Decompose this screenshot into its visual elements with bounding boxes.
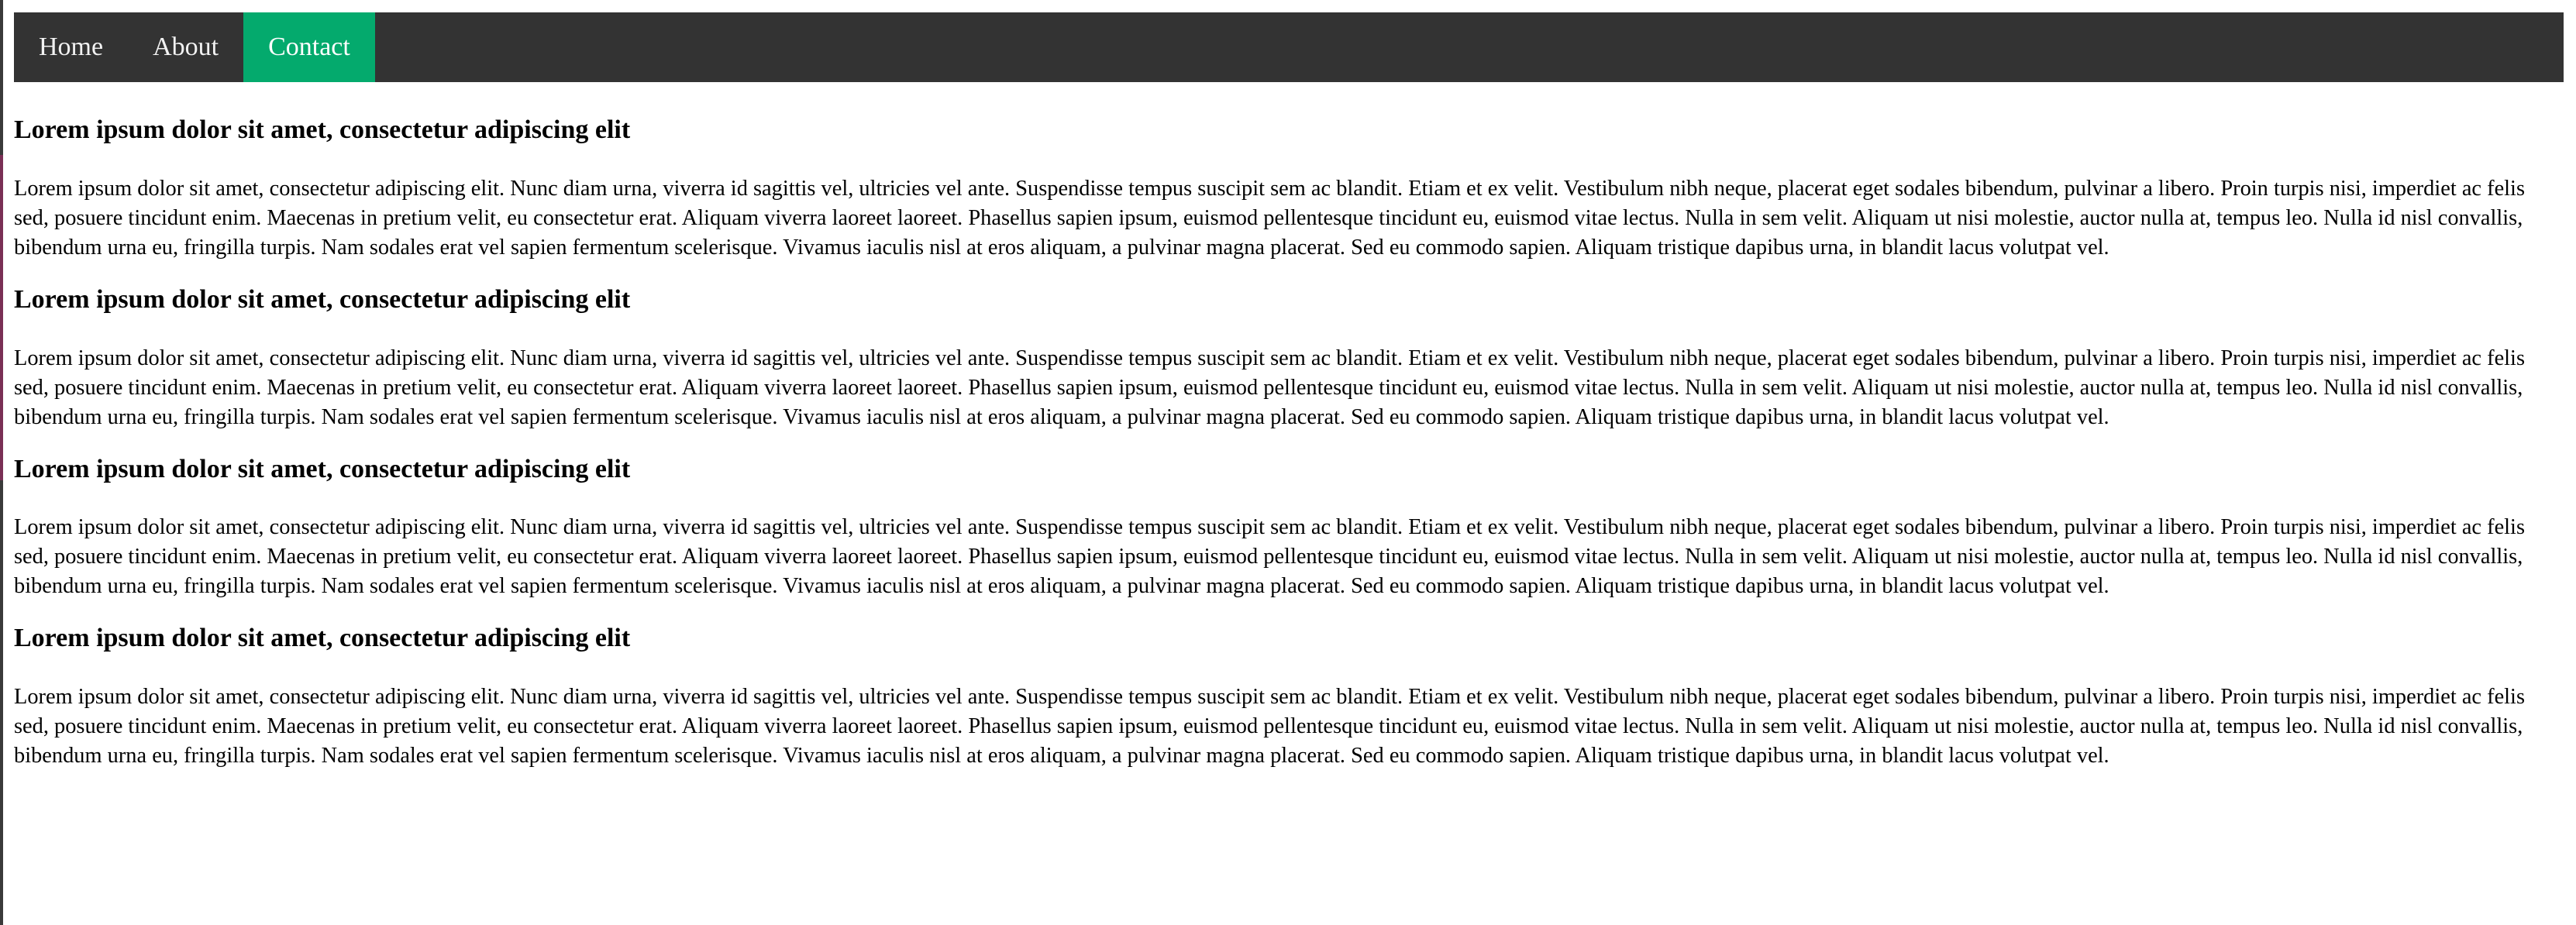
window-left-edge-accent xyxy=(0,155,3,480)
nav-link-contact[interactable]: Contact xyxy=(243,12,375,82)
section-paragraph: Lorem ipsum dolor sit amet, consectetur adipiscing elit. Nunc diam urna, viverra id sagittis vel, ultricies vel ante. Suspendisse tempus suscipit sem ac blandit. Etiam et ex velit. Vestibulum nibh neque, placerat eget sodales bibendum, pulvinar a libero. Proin turpis nisi, imperdiet ac felis sed, posuere tincidunt enim. Maecenas in pretium velit, eu consectetur erat. Aliquam viverra laoreet laoreet. Phasellus sapien ipsum, euismod pellentesque tincidunt eu, euismod vitae lectus. Nulla in sem velit. Aliquam ut nisi molestie, auctor nulla at, tempus leo. Nulla id nisl convallis, bibendum urna eu, fringilla turpis. Nam sodales erat vel sapien fermentum scelerisque. Vivamus iaculis nisl at eros aliquam, a pulvinar magna placerat. Sed eu commodo sapien. Aliquam tristique dapibus urna, in blandit lacus volutpat vel. xyxy=(14,515,2525,599)
content-section xyxy=(14,284,2564,432)
nav-link-home[interactable]: Home xyxy=(39,33,104,61)
content-section xyxy=(14,454,2564,602)
main-content xyxy=(14,82,2564,771)
section-paragraph: Lorem ipsum dolor sit amet, consectetur adipiscing elit. Nunc diam urna, viverra id sagittis vel, ultricies vel ante. Suspendisse tempus suscipit sem ac blandit. Etiam et ex velit. Vestibulum nibh neque, placerat eget sodales bibendum, pulvinar a libero. Proin turpis nisi, imperdiet ac felis sed, posuere tincidunt enim. Maecenas in pretium velit, eu consectetur erat. Aliquam viverra laoreet laoreet. Phasellus sapien ipsum, euismod pellentesque tincidunt eu, euismod vitae lectus. Nulla in sem velit. Aliquam ut nisi molestie, auctor nulla at, tempus leo. Nulla id nisl convallis, bibendum urna eu, fringilla turpis. Nam sodales erat vel sapien fermentum scelerisque. Vivamus iaculis nisl at eros aliquam, a pulvinar magna placerat. Sed eu commodo sapien. Aliquam tristique dapibus urna, in blandit lacus volutpat vel. xyxy=(14,176,2525,260)
content-section xyxy=(14,623,2564,771)
section-heading: Lorem ipsum dolor sit amet, consectetur adipiscing elit xyxy=(14,454,631,483)
section-heading: Lorem ipsum dolor sit amet, consectetur adipiscing elit xyxy=(14,115,631,144)
page xyxy=(14,12,2564,771)
section-heading: Lorem ipsum dolor sit amet, consectetur adipiscing elit xyxy=(14,284,631,314)
section-paragraph: Lorem ipsum dolor sit amet, consectetur adipiscing elit. Nunc diam urna, viverra id sagittis vel, ultricies vel ante. Suspendisse tempus suscipit sem ac blandit. Etiam et ex velit. Vestibulum nibh neque, placerat eget sodales bibendum, pulvinar a libero. Proin turpis nisi, imperdiet ac felis sed, posuere tincidunt enim. Maecenas in pretium velit, eu consectetur erat. Aliquam viverra laoreet laoreet. Phasellus sapien ipsum, euismod pellentesque tincidunt eu, euismod vitae lectus. Nulla in sem velit. Aliquam ut nisi molestie, auctor nulla at, tempus leo. Nulla id nisl convallis, bibendum urna eu, fringilla turpis. Nam sodales erat vel sapien fermentum scelerisque. Vivamus iaculis nisl at eros aliquam, a pulvinar magna placerat. Sed eu commodo sapien. Aliquam tristique dapibus urna, in blandit lacus volutpat vel. xyxy=(14,685,2525,769)
section-heading: Lorem ipsum dolor sit amet, consectetur adipiscing elit xyxy=(14,624,631,653)
section-paragraph: Lorem ipsum dolor sit amet, consectetur adipiscing elit. Nunc diam urna, viverra id sagittis vel, ultricies vel ante. Suspendisse tempus suscipit sem ac blandit. Etiam et ex velit. Vestibulum nibh neque, placerat eget sodales bibendum, pulvinar a libero. Proin turpis nisi, imperdiet ac felis sed, posuere tincidunt enim. Maecenas in pretium velit, eu consectetur erat. Aliquam viverra laoreet laoreet. Phasellus sapien ipsum, euismod pellentesque tincidunt eu, euismod vitae lectus. Nulla in sem velit. Aliquam ut nisi molestie, auctor nulla at, tempus leo. Nulla id nisl convallis, bibendum urna eu, fringilla turpis. Nam sodales erat vel sapien fermentum scelerisque. Vivamus iaculis nisl at eros aliquam, a pulvinar magna placerat. Sed eu commodo sapien. Aliquam tristique dapibus urna, in blandit lacus volutpat vel. xyxy=(14,346,2525,429)
content-section xyxy=(14,115,2564,263)
top-navigation-bar xyxy=(14,12,2564,82)
nav-link-about[interactable]: About xyxy=(153,33,219,61)
